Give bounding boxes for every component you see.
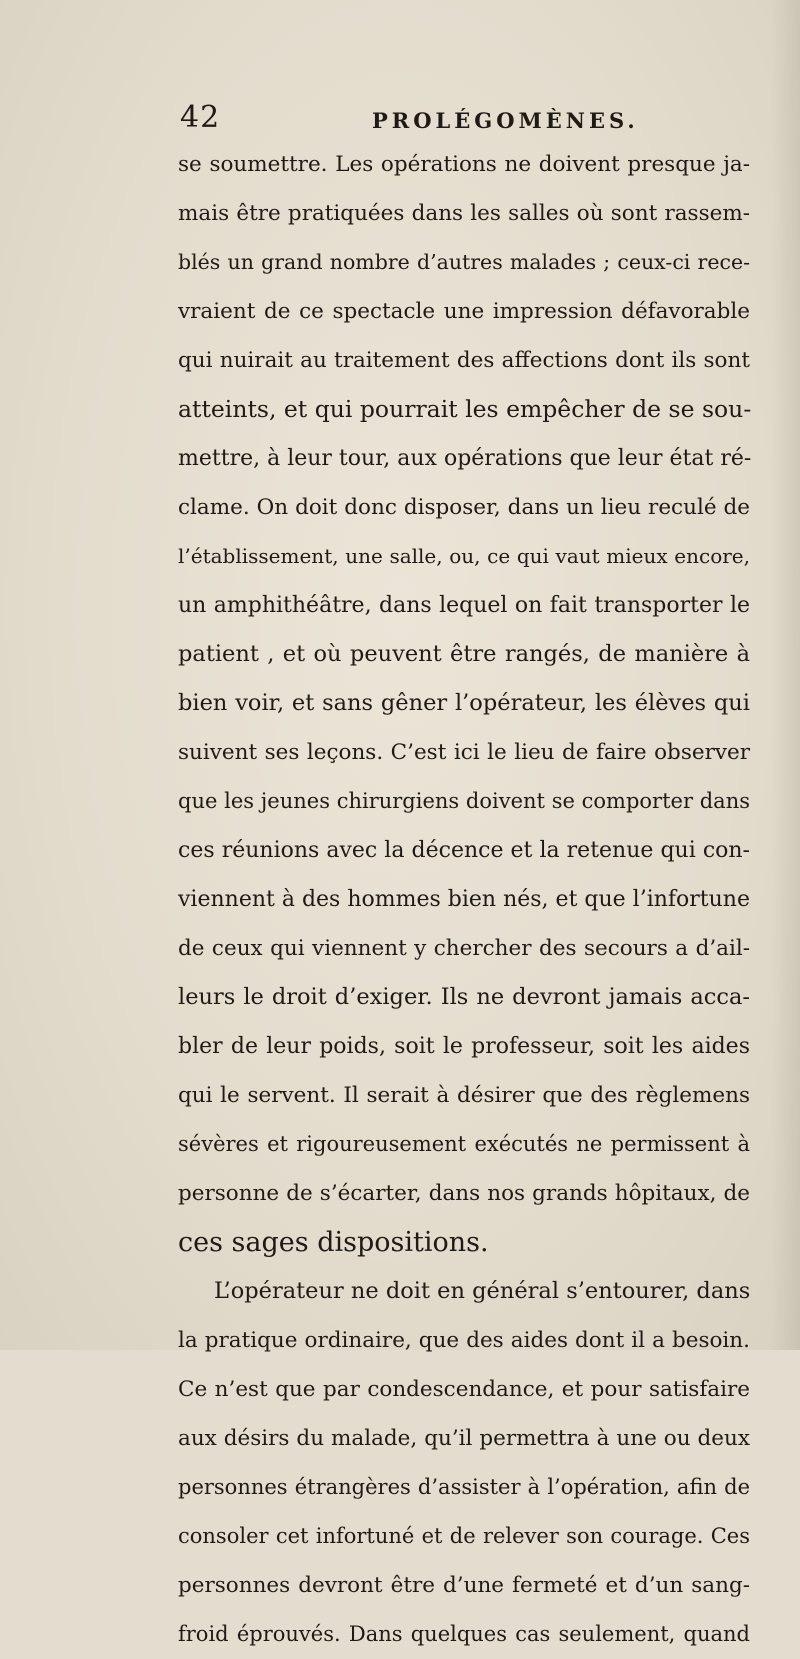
text-line: mais être pratiquées dans les salles où sont rassem-: [178, 201, 750, 226]
text-line: Ce n’est que par condescendance, et pour satisfaire: [178, 1377, 750, 1402]
text-line: qui le servent. Il serait à désirer que des règlemens: [178, 1083, 750, 1108]
text-line: personnes étrangères d’assister à l’opération, afin de: [178, 1475, 750, 1499]
text-line: sévères et rigoureusement exécutés ne permissent à: [178, 1132, 750, 1156]
text-line: consoler cet infortuné et de relever son courage. Ces: [178, 1524, 750, 1548]
text-line: patient , et où peuvent être rangés, de manière à: [178, 641, 750, 667]
text-line: suivent ses leçons. C’est ici le lieu de faire observer: [178, 740, 750, 765]
body-text: [178, 140, 750, 1659]
page-header: [180, 100, 740, 140]
text-line: mettre, à leur tour, aux opérations que leur état ré-: [178, 446, 752, 471]
text-line: qui nuirait au traitement des affections dont ils sont: [178, 348, 750, 373]
text-line: personnes devront être d’une fermeté et d’un sang-: [178, 1573, 750, 1598]
text-line: se soumettre. Les opérations ne doivent presque ja-: [178, 152, 750, 177]
text-line: bler de leur poids, soit le professeur, soit les aides: [178, 1034, 750, 1059]
paragraph-end-line: ces sages dispositions.: [178, 1227, 489, 1258]
page-edge-shadow: [770, 0, 800, 1350]
text-line: personne de s’écarter, dans nos grands hôpitaux, de: [178, 1181, 750, 1206]
text-line: l’établissement, une salle, ou, ce qui vaut mieux encore,: [178, 544, 750, 568]
page-number: 42: [180, 100, 221, 135]
paragraph-start-line: L’opérateur ne doit en général s’entourer, dans: [214, 1278, 751, 1304]
text-line: atteints, et qui pourrait les empêcher de se sou-: [178, 395, 752, 423]
text-line: de ceux qui viennent y chercher des secours a d’ail-: [178, 936, 750, 961]
text-line: un amphithéâtre, dans lequel on fait transporter le: [178, 593, 750, 618]
running-head: PROLÉGOMÈNES.: [372, 108, 639, 133]
text-line: la pratique ordinaire, que des aides dont il a besoin.: [178, 1328, 750, 1353]
text-line: leurs le droit d’exiger. Ils ne devront jamais acca-: [178, 984, 750, 1010]
text-line: froid éprouvés. Dans quelques cas seulement, quand: [178, 1622, 750, 1646]
text-line: clame. On doit donc disposer, dans un lieu reculé de: [178, 495, 750, 520]
text-line: que les jeunes chirurgiens doivent se comporter dans: [178, 789, 750, 813]
text-line: bien voir, et sans gêner l’opérateur, les élèves qui: [178, 690, 750, 716]
text-line: aux désirs du malade, qu’il permettra à une ou deux: [178, 1426, 750, 1451]
text-line: ces réunions avec la décence et la retenue qui con-: [178, 838, 750, 863]
text-line: vraient de ce spectacle une impression défavorable: [178, 299, 750, 324]
text-line: viennent à des hommes bien nés, et que l’infortune: [178, 887, 750, 912]
text-line: blés un grand nombre d’autres malades ; ceux-ci rece-: [178, 250, 750, 274]
